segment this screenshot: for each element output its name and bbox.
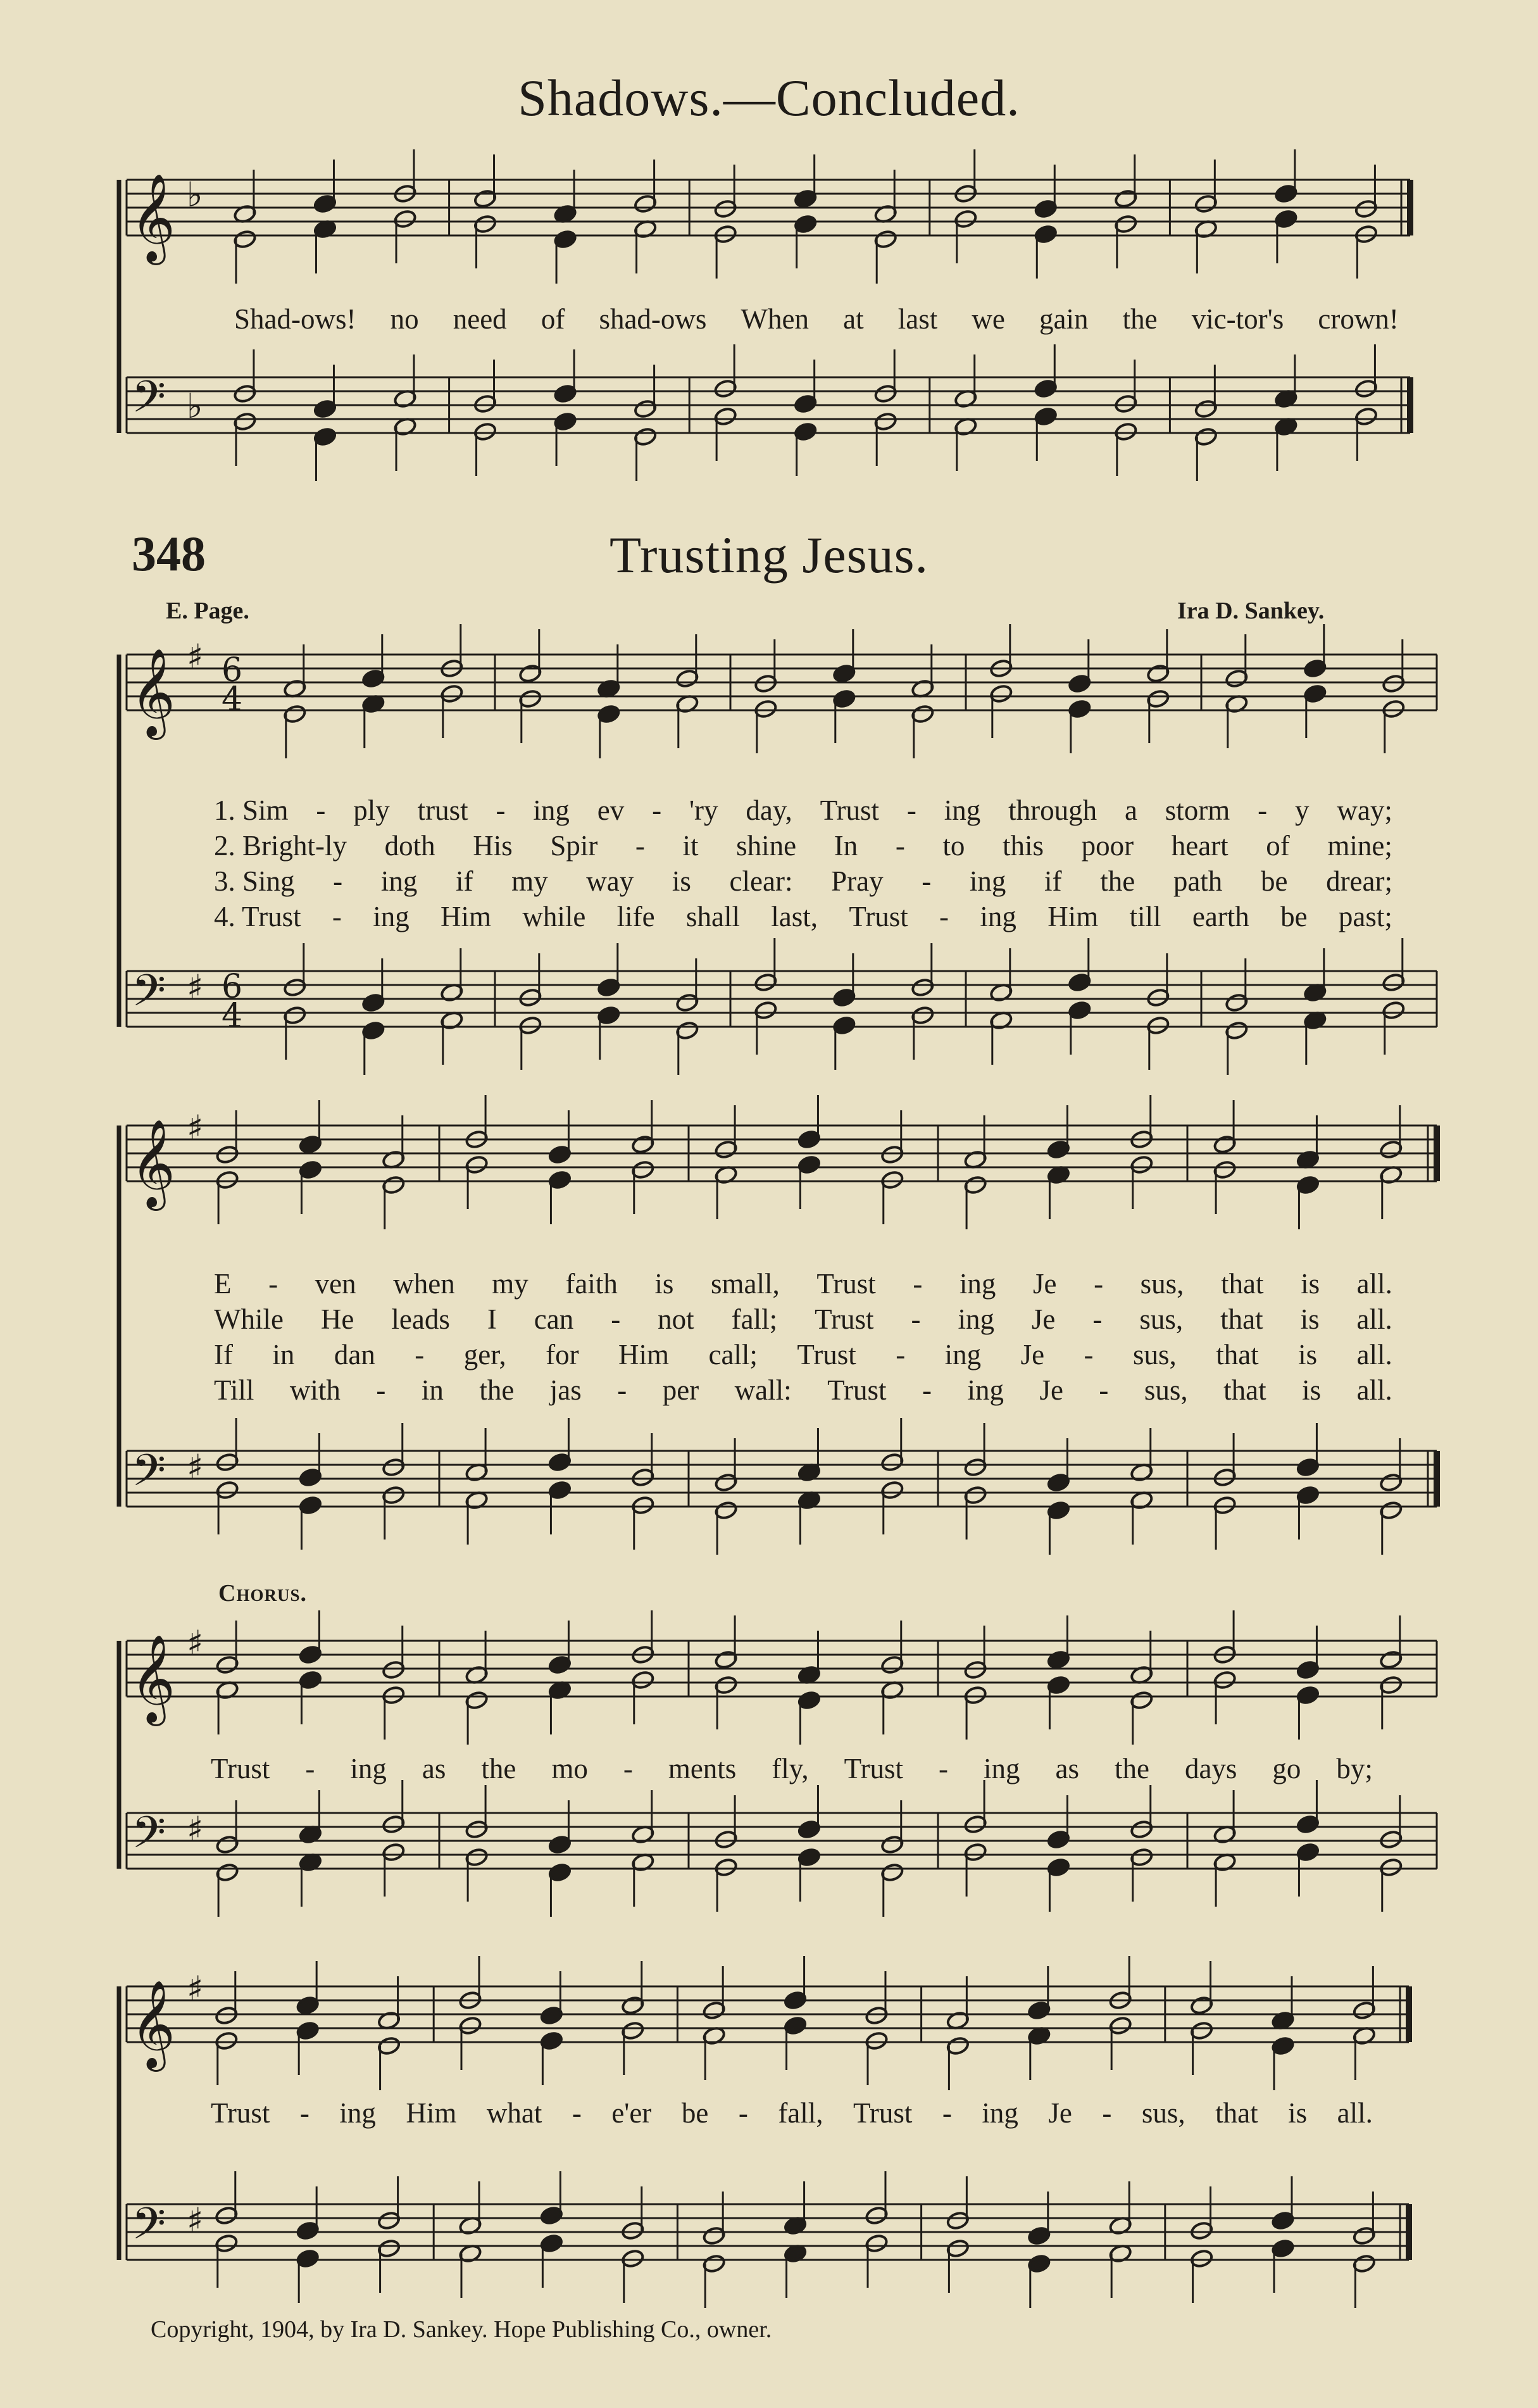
lyric-syllable: - bbox=[922, 1374, 932, 1406]
lyric-syllable: Pray bbox=[831, 865, 884, 897]
lyric-syllable: When bbox=[741, 303, 809, 335]
lyric-syllable: ing bbox=[980, 901, 1016, 932]
lyric-syllable: Trust bbox=[211, 2097, 270, 2129]
lyric-syllable: with bbox=[289, 1374, 341, 1406]
lyric-syllable: Him bbox=[618, 1339, 670, 1370]
lyric-syllable: ing bbox=[958, 1303, 994, 1335]
lyric-syllable: - bbox=[376, 1374, 386, 1406]
lyric-syllable: is bbox=[1302, 1374, 1322, 1406]
lyric-syllable: Trust bbox=[853, 2097, 913, 2129]
chorus-line-a bbox=[211, 1752, 1373, 1785]
lyric-syllable: sus, bbox=[1140, 1268, 1184, 1300]
lyric-syllable: - bbox=[913, 1268, 923, 1300]
lyric-syllable: - bbox=[1094, 1268, 1104, 1300]
lyric-syllable: I bbox=[487, 1303, 497, 1335]
lyric-syllable: - bbox=[652, 794, 662, 826]
lyric-syllable: - bbox=[611, 1303, 621, 1335]
lyric-syllable: need bbox=[453, 303, 507, 335]
lyric-syllable: earth bbox=[1192, 901, 1249, 932]
lyric-syllable: doth bbox=[384, 830, 435, 862]
lyric-syllable: way; bbox=[1337, 794, 1392, 826]
lyric-syllable: - bbox=[635, 830, 645, 862]
lyric-syllable: storm bbox=[1165, 794, 1230, 826]
lyric-syllable: Trust bbox=[820, 794, 879, 826]
lyric-syllable: no bbox=[390, 303, 419, 335]
lyric-syllable: a bbox=[1124, 794, 1137, 826]
lyric-syllable: poor bbox=[1081, 830, 1134, 862]
lyric-syllable: 3. Sing bbox=[214, 865, 295, 897]
lyric-syllable: ing bbox=[944, 794, 981, 826]
lyric-syllable: - bbox=[623, 1753, 633, 1784]
lyric-syllable: in bbox=[421, 1374, 444, 1406]
lyric-syllable: Je bbox=[1039, 1374, 1063, 1406]
treble-clef-icon: 𝄞 bbox=[130, 648, 175, 736]
lyric-syllable: all. bbox=[1337, 2097, 1373, 2129]
lyric-syllable: what bbox=[486, 2097, 542, 2129]
lyric-syllable: fly, bbox=[772, 1753, 809, 1784]
lyric-syllable: sus, bbox=[1139, 1303, 1184, 1335]
lyric-syllable: - bbox=[268, 1268, 278, 1300]
lyric-syllable: is bbox=[1300, 1303, 1320, 1335]
lyric-syllable: He bbox=[320, 1303, 354, 1335]
lyric-syllable: not bbox=[658, 1303, 694, 1335]
lyric-syllable: go bbox=[1272, 1753, 1301, 1784]
lyric-syllable: ply bbox=[353, 794, 390, 826]
lyric-syllable: 'ry bbox=[689, 794, 718, 826]
lyric-syllable: drear; bbox=[1326, 865, 1392, 897]
verse-line-2b bbox=[214, 1303, 1392, 1336]
lyric-syllable: in bbox=[272, 1339, 295, 1370]
lyric-syllable: While bbox=[214, 1303, 284, 1335]
lyric-syllable: as bbox=[422, 1753, 446, 1784]
lyric-syllable: - bbox=[496, 794, 506, 826]
lyric-syllable: small, bbox=[711, 1268, 780, 1300]
lyric-syllable: vic-tor's bbox=[1191, 303, 1284, 335]
lyric-syllable: day, bbox=[746, 794, 792, 826]
lyric-syllable: 2. Bright-ly bbox=[214, 830, 347, 862]
lyric-syllable: till bbox=[1129, 901, 1161, 932]
lyric-syllable: way bbox=[586, 865, 634, 897]
lyric-syllable: Him bbox=[441, 901, 492, 932]
key-signature-icon: ♭ bbox=[187, 175, 203, 215]
lyric-syllable: ven bbox=[315, 1268, 356, 1300]
verse-line-4a bbox=[214, 900, 1392, 933]
lyric-syllable: Him bbox=[406, 2097, 457, 2129]
lyric-syllable: that bbox=[1215, 2097, 1258, 2129]
lyric-syllable: call; bbox=[708, 1339, 758, 1370]
time-signature: 4 bbox=[222, 680, 243, 718]
lyric-syllable: - bbox=[895, 830, 905, 862]
lyric-syllable: to bbox=[942, 830, 965, 862]
lyric-syllable: - bbox=[896, 1339, 906, 1370]
treble-clef-icon: 𝄞 bbox=[130, 1634, 175, 1722]
lyric-syllable: Till bbox=[214, 1374, 254, 1406]
lyric-syllable: the bbox=[479, 1374, 515, 1406]
lyric-syllable: ing bbox=[339, 2097, 376, 2129]
key-signature-icon: ♯ bbox=[187, 1623, 204, 1663]
lyric-syllable: be bbox=[1280, 901, 1308, 932]
lyric-syllable: - bbox=[911, 1303, 921, 1335]
lyric-syllable: ing bbox=[983, 1753, 1020, 1784]
lyric-syllable: all. bbox=[1356, 1374, 1392, 1406]
hymn-title: Trusting Jesus. bbox=[609, 526, 929, 584]
lyric-syllable: if bbox=[455, 865, 473, 897]
verse-line-3b bbox=[214, 1338, 1392, 1371]
lyric-syllable: 1. Sim bbox=[214, 794, 289, 826]
lyric-syllable: is bbox=[654, 1268, 674, 1300]
lyric-syllable: Trust bbox=[797, 1339, 856, 1370]
key-signature-icon: ♯ bbox=[187, 2200, 204, 2240]
lyric-syllable: Trust bbox=[211, 1753, 270, 1784]
lyric-syllable: ger, bbox=[463, 1339, 506, 1370]
hymn-number: 348 bbox=[132, 526, 206, 581]
lyric-syllable: Him bbox=[1047, 901, 1099, 932]
lyric-syllable: shall bbox=[685, 901, 740, 932]
shadows-lyric-line bbox=[234, 303, 1399, 335]
lyric-syllable: ing bbox=[944, 1339, 982, 1370]
lyric-syllable: by; bbox=[1336, 1753, 1373, 1784]
treble-clef-icon: 𝄞 bbox=[130, 173, 175, 261]
lyric-syllable: my bbox=[492, 1268, 528, 1300]
lyric-syllable: it bbox=[682, 830, 699, 862]
lyric-syllable: 4. Trust bbox=[214, 901, 301, 932]
bass-clef-icon: 𝄢 bbox=[132, 2198, 166, 2260]
lyric-syllable: - bbox=[1102, 2097, 1112, 2129]
verse-line-1b bbox=[214, 1267, 1392, 1300]
lyric-syllable: for bbox=[546, 1339, 579, 1370]
words-credit: E. Page. bbox=[166, 598, 249, 624]
lyric-syllable: through bbox=[1008, 794, 1097, 826]
lyric-syllable: last, bbox=[771, 901, 818, 932]
lyric-syllable: that bbox=[1216, 1339, 1259, 1370]
lyric-syllable: - bbox=[1258, 794, 1268, 826]
verse-line-3a bbox=[214, 865, 1392, 898]
lyric-syllable: - bbox=[939, 1753, 948, 1784]
lyric-syllable: Je bbox=[1031, 1303, 1056, 1335]
lyric-syllable: faith bbox=[565, 1268, 618, 1300]
bass-clef-icon: 𝄢 bbox=[132, 965, 166, 1027]
lyric-syllable: while bbox=[522, 901, 586, 932]
lyric-syllable: crown! bbox=[1318, 303, 1399, 335]
lyric-syllable: - bbox=[617, 1374, 627, 1406]
lyric-syllable: the bbox=[481, 1753, 516, 1784]
lyric-syllable: - bbox=[939, 901, 949, 932]
treble-clef-icon: 𝄞 bbox=[130, 1980, 175, 2068]
time-signature: 6 bbox=[222, 651, 243, 689]
lyric-syllable: wall: bbox=[734, 1374, 792, 1406]
lyric-syllable: ev bbox=[597, 794, 625, 826]
lyric-syllable: ments bbox=[668, 1753, 737, 1784]
key-signature-icon: ♯ bbox=[187, 1108, 204, 1148]
lyric-syllable: clear: bbox=[729, 865, 793, 897]
bass-clef-icon: 𝄢 bbox=[132, 371, 166, 433]
bass-clef-icon: 𝄢 bbox=[132, 1807, 166, 1869]
lyric-syllable: be bbox=[1260, 865, 1288, 897]
lyric-syllable: ing bbox=[969, 865, 1006, 897]
lyric-syllable: that bbox=[1220, 1303, 1263, 1335]
lyric-syllable: Trust bbox=[827, 1374, 887, 1406]
time-signature: 4 bbox=[222, 997, 243, 1035]
key-signature-icon: ♯ bbox=[187, 1447, 204, 1487]
lyric-syllable: Je bbox=[1033, 1268, 1057, 1300]
lyric-syllable: be bbox=[681, 2097, 709, 2129]
lyric-syllable: per bbox=[662, 1374, 699, 1406]
lyric-syllable: - bbox=[922, 865, 932, 897]
lyric-syllable: as bbox=[1055, 1753, 1079, 1784]
lyric-syllable: Je bbox=[1020, 1339, 1045, 1370]
lyric-syllable: - bbox=[305, 1753, 315, 1784]
lyric-syllable: mine; bbox=[1327, 830, 1392, 862]
lyric-syllable: - bbox=[906, 794, 916, 826]
lyric-syllable: If bbox=[214, 1339, 233, 1370]
lyric-syllable: all. bbox=[1356, 1339, 1392, 1370]
chorus-label: Chorus. bbox=[218, 1580, 307, 1607]
continued-title: Shadows.—Concluded. bbox=[518, 69, 1020, 127]
lyric-syllable: sus, bbox=[1132, 1339, 1177, 1370]
lyric-syllable: my bbox=[511, 865, 548, 897]
treble-clef-icon: 𝄞 bbox=[130, 1119, 175, 1207]
lyric-syllable: - bbox=[738, 2097, 748, 2129]
lyric-syllable: - bbox=[1092, 1303, 1103, 1335]
lyric-syllable: Trust bbox=[849, 901, 908, 932]
lyric-syllable: ing bbox=[380, 865, 418, 897]
lyric-syllable: gain bbox=[1039, 303, 1089, 335]
key-signature-icon: ♯ bbox=[187, 1969, 204, 2009]
bass-clef-icon: 𝄢 bbox=[132, 1445, 166, 1507]
lyric-syllable: dan bbox=[334, 1339, 375, 1370]
lyric-syllable: the bbox=[1122, 303, 1158, 335]
lyric-syllable: is bbox=[1288, 2097, 1308, 2129]
lyric-syllable: ing bbox=[350, 1753, 387, 1784]
lyric-syllable: His bbox=[473, 830, 513, 862]
lyric-syllable: - bbox=[332, 901, 342, 932]
lyric-syllable: ing bbox=[967, 1374, 1004, 1406]
lyric-syllable: past; bbox=[1338, 901, 1392, 932]
lyric-syllable: Trust bbox=[815, 1303, 874, 1335]
lyric-syllable: days bbox=[1184, 1753, 1237, 1784]
lyric-syllable: fall, bbox=[778, 2097, 823, 2129]
lyric-syllable: - bbox=[333, 865, 343, 897]
chorus-line-b bbox=[211, 2097, 1373, 2129]
lyric-syllable: the bbox=[1100, 865, 1135, 897]
lyric-syllable: In bbox=[834, 830, 858, 862]
lyric-syllable: ing bbox=[959, 1268, 996, 1300]
lyric-syllable: shad-ows bbox=[599, 303, 707, 335]
lyric-syllable: when bbox=[393, 1268, 455, 1300]
lyric-syllable: shine bbox=[736, 830, 797, 862]
lyric-syllable: ing bbox=[373, 901, 410, 932]
lyric-syllable: we bbox=[972, 303, 1005, 335]
key-signature-icon: ♭ bbox=[187, 386, 203, 426]
lyric-syllable: - bbox=[1084, 1339, 1094, 1370]
lyric-syllable: ing bbox=[533, 794, 570, 826]
lyric-syllable: sus, bbox=[1144, 1374, 1188, 1406]
key-signature-icon: ♯ bbox=[187, 967, 204, 1007]
key-signature-icon: ♯ bbox=[187, 637, 204, 677]
lyric-syllable: of bbox=[1266, 830, 1290, 862]
verse-line-1a bbox=[214, 794, 1392, 827]
verse-line-2a bbox=[214, 829, 1392, 862]
lyric-syllable: all. bbox=[1356, 1303, 1392, 1335]
lyric-syllable: sus, bbox=[1141, 2097, 1185, 2129]
lyric-syllable: last bbox=[897, 303, 938, 335]
lyric-syllable: fall; bbox=[731, 1303, 778, 1335]
key-signature-icon: ♯ bbox=[187, 1809, 204, 1849]
lyric-syllable: - bbox=[299, 2097, 309, 2129]
lyric-syllable: Shad-ows! bbox=[234, 303, 356, 335]
lyric-syllable: all. bbox=[1356, 1268, 1392, 1300]
lyric-syllable: is bbox=[1298, 1339, 1318, 1370]
lyric-syllable: e'er bbox=[611, 2097, 652, 2129]
lyric-syllable: - bbox=[415, 1339, 425, 1370]
lyric-syllable: path bbox=[1173, 865, 1223, 897]
lyric-syllable: the bbox=[1114, 1753, 1149, 1784]
time-signature: 6 bbox=[222, 968, 243, 1006]
lyric-syllable: at bbox=[843, 303, 864, 335]
lyric-syllable: that bbox=[1221, 1268, 1264, 1300]
lyric-syllable: leads bbox=[391, 1303, 450, 1335]
lyric-syllable: of bbox=[541, 303, 565, 335]
lyric-syllable: E bbox=[214, 1268, 232, 1300]
lyric-syllable: Trust bbox=[816, 1268, 876, 1300]
lyric-syllable: - bbox=[572, 2097, 582, 2129]
lyric-syllable: can bbox=[534, 1303, 574, 1335]
copyright-footer: Copyright, 1904, by Ira D. Sankey. Hope Publishing Co., owner. bbox=[151, 2316, 772, 2343]
verse-line-4b bbox=[214, 1374, 1392, 1407]
lyric-syllable: Je bbox=[1048, 2097, 1072, 2129]
lyric-syllable: - bbox=[1099, 1374, 1109, 1406]
lyric-syllable: Spir bbox=[550, 830, 598, 862]
lyric-syllable: mo bbox=[551, 1753, 588, 1784]
music-credit: Ira D. Sankey. bbox=[1177, 598, 1325, 624]
lyric-syllable: if bbox=[1044, 865, 1062, 897]
lyric-syllable: that bbox=[1223, 1374, 1266, 1406]
lyric-syllable: - bbox=[942, 2097, 952, 2129]
lyric-syllable: heart bbox=[1171, 830, 1229, 862]
lyric-syllable: jas bbox=[549, 1374, 582, 1406]
lyric-syllable: is bbox=[672, 865, 691, 897]
lyric-syllable: is bbox=[1301, 1268, 1320, 1300]
lyric-syllable: Trust bbox=[844, 1753, 904, 1784]
lyric-syllable: life bbox=[616, 901, 655, 932]
lyric-syllable: y bbox=[1295, 794, 1310, 826]
lyric-syllable: trust bbox=[417, 794, 468, 826]
lyric-syllable: - bbox=[316, 794, 326, 826]
lyric-syllable: ing bbox=[982, 2097, 1018, 2129]
lyric-syllable: this bbox=[1003, 830, 1044, 862]
